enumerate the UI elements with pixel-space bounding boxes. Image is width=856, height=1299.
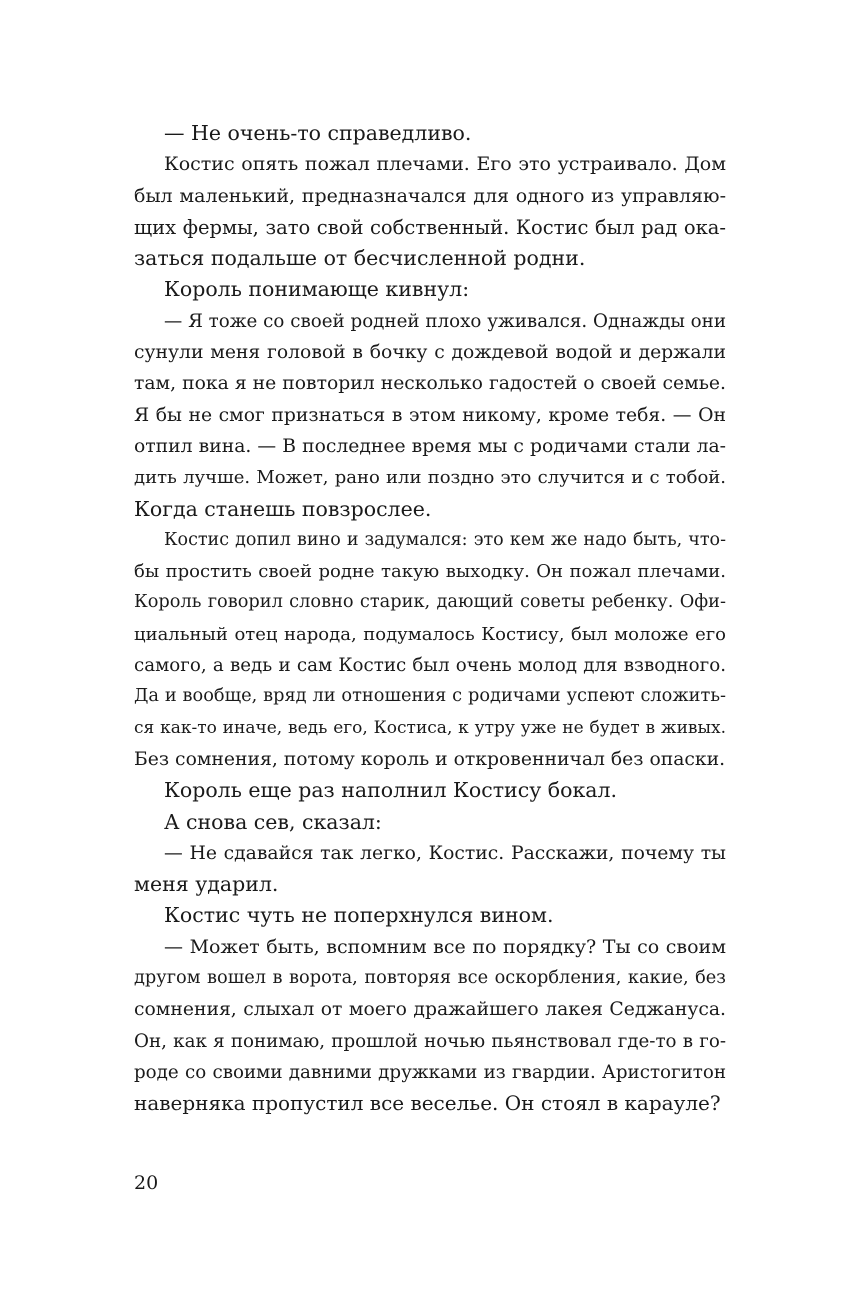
- text-line: Без сомнения, потому король и откровенничал без опаски.: [134, 748, 726, 770]
- text-line: щих фермы, зато свой собственный. Костис был рад ока-: [134, 215, 726, 239]
- text-line: Да и вообще, вряд ли отношения с родичами успеют сложить-: [134, 686, 726, 707]
- page-number: 20: [134, 1172, 159, 1194]
- text-line: Когда станешь повзрослее.: [134, 496, 432, 521]
- text-line: Костис допил вино и задумался: это кем же надо быть, что-: [164, 529, 726, 550]
- text-line: роде со своими давними дружками из гвардии. Аристогитон: [134, 1061, 726, 1083]
- text-line: — Я тоже со своей родней плохо уживался. Однажды они: [164, 310, 726, 332]
- text-line: Костис чуть не поперхнулся вином.: [164, 903, 554, 928]
- text-line: Костис опять пожал плечами. Его это устраивало. Дом: [164, 153, 726, 176]
- text-line: сунули меня головой в бочку с дождевой водой и держали: [134, 342, 726, 364]
- text-line: был маленький, предназначался для одного из управляю-: [134, 184, 726, 207]
- text-line: — Может быть, вспомним все по порядку? Ты со своим: [164, 935, 726, 958]
- text-line: Король говорил словно старик, дающий советы ребенку. Офи-: [134, 592, 726, 613]
- text-line: заться подальше от бесчисленной родни.: [134, 246, 586, 271]
- text-line: отпил вина. — В последнее время мы с родичами стали ла-: [134, 435, 726, 457]
- text-line: там, пока я не повторил несколько гадостей о своей семье.: [134, 373, 726, 395]
- text-line: сомнения, слыхал от моего дражайшего лакея Седжануса.: [134, 999, 726, 1021]
- text-line: ся как-то иначе, ведь его, Костиса, к утру уже не будет в живых.: [134, 717, 726, 738]
- text-line: — Не сдавайся так легко, Костис. Расскажи, почему ты: [164, 842, 726, 864]
- text-line: меня ударил.: [134, 872, 279, 897]
- text-line: бы простить своей родне такую выходку. Он пожал плечами.: [134, 561, 726, 583]
- text-line: Король еще раз наполнил Костису бокал.: [164, 778, 618, 803]
- text-line: Он, как я понимаю, прошлой ночью пьянствовал где-то в го-: [134, 1030, 726, 1052]
- text-line: наверняка пропустил все веселье. Он стоял в карауле?: [134, 1091, 721, 1116]
- text-line: А снова сев, сказал:: [164, 809, 382, 834]
- text-line: самого, а ведь и сам Костис был очень молод для взводного.: [134, 655, 726, 677]
- text-line: циальный отец народа, подумалось Костису, был моложе его: [134, 623, 726, 645]
- text-line: дить лучше. Может, рано или поздно это случится и с тобой.: [134, 467, 726, 489]
- text-line: — Не очень-то справедливо.: [164, 121, 472, 145]
- text-line: Король понимающе кивнул:: [164, 277, 470, 302]
- text-line: другом вошел в ворота, повторяя все оскорбления, какие, без: [134, 968, 726, 989]
- book-page-text: [134, 118, 726, 1120]
- text-line: Я бы не смог признаться в этом никому, кроме тебя. — Он: [134, 404, 726, 426]
